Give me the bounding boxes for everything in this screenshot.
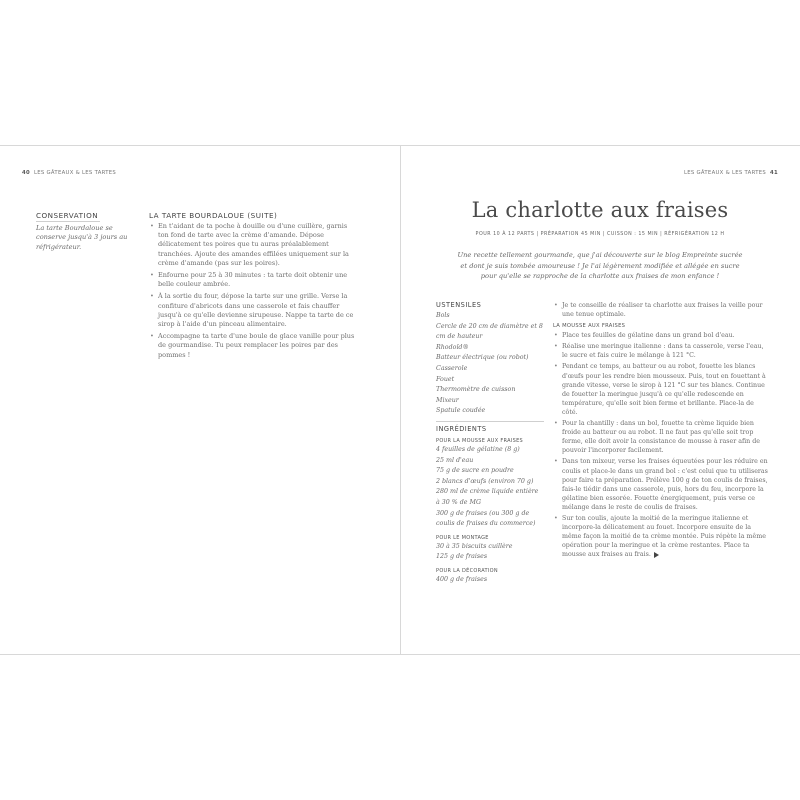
step-item: • Dans ton mixeur, verse les fraises équeutées pour les réduire en coulis et place-le dans un grand bol : c'est celui que tu utiliseras pour faire ta préparation. Prélève 100 g de ton coulis de fraises, fais-le tiédir dans une casserole, puis, hors du feu, incorpore la gélatine bien essorée. Fouette énergiquement, puis verse ce mélange dans le reste de coulis de fraises. (553, 457, 768, 512)
recipe-title: La charlotte aux fraises (471, 198, 729, 222)
recipe-meta: POUR 10 À 12 PARTS | PRÉPARATION 45 MIN | CUISSON : 15 MIN | RÉFRIGÉRATION 12 H (475, 232, 725, 237)
ingredients-title: INGRÉDIENTS (436, 421, 544, 433)
ustensiles-title: USTENSILES (436, 301, 482, 309)
step-item-last (553, 514, 768, 559)
step-item: • Place tes feuilles de gélatine dans un grand bol d'eau. (553, 331, 768, 340)
step-item: • Enfourne pour 25 à 30 minutes : ta tarte doit obtenir une belle couleur ambrée. (149, 271, 359, 289)
conservation-box (36, 211, 136, 252)
step-item: • Accompagne ta tarte d'une boule de glace vanille pour plus de gourmandise. Tu peux remplacer les poires par des pommes ! (149, 332, 359, 360)
right-running-head-text: LES GÂTEAUX & LES TARTES (683, 170, 767, 176)
ustensile-item: Spatule coudée (436, 407, 486, 415)
ingredient-item: 4 feuilles de gélatine (8 g) (436, 445, 520, 453)
step-item: • En t'aidant de ta poche à douille ou d'une cuillère, garnis ton fond de tarte avec la crème d'amande. Dépose délicatement tes poires que tu auras préalablement tranchées. Ajoute des amandes effilées uniquement sur la crème d'amande (pas sur les poires). (149, 222, 359, 268)
conservation-text: La tarte Bourdaloue se conserve jusqu'à 3 jours au réfrigérateur. (36, 224, 128, 251)
step-item: • À la sortie du four, dépose la tarte sur une grille. Verse la confiture d'abricots dans une casserole et fais chauffer jusqu'à ce qu'elle devienne sirupeuse. Nappe ta tarte de ce sirop à l'aide d'un pinceau alimentaire. (149, 292, 359, 329)
right-running-head (684, 170, 778, 176)
mousse-steps-list (553, 331, 768, 559)
left-folio: 40 (22, 170, 30, 176)
ustensile-item: Bols (436, 312, 450, 319)
ustensile-item: Fouet (436, 375, 455, 383)
ingredient-item: 25 ml d'eau (436, 456, 474, 464)
ingredient-item: 300 g de fraises (ou 300 g de coulis de fraises du commerce) (436, 509, 536, 528)
ustensile-item: Thermomètre de cuisson (436, 386, 516, 394)
ingredient-item: 75 g de sucre en poudre (436, 467, 514, 475)
step-item: • Réalise une meringue italienne : dans ta casserole, verse l'eau, le sucre et fais cuire le mélange à 121 °C. (553, 342, 768, 360)
recipe-intro: Une recette tellement gourmande, que j'ai découverte sur le blog Empreinte sucrée et dont je suis tombée amoureuse ! Je l'ai légèrement modifiée et allégée en sucre pour qu'elle se rapproche de la charlotte aux fraises de mon enfance ! (457, 251, 743, 281)
ustensile-item: Casserole (436, 364, 468, 372)
step-item: • Pour la chantilly : dans un bol, fouette ta crème liquide bien froide au batteur ou au robot. Il ne faut pas qu'elle soit trop ferme, elle doit avoir la consistance de mousse à raser afin de pouvoir l'incorporer facilement. (553, 419, 768, 455)
ingredient-group-title: POUR LA DÉCORATION (436, 567, 498, 574)
ustensile-item: Rhodoïd® (436, 343, 469, 351)
advice-list (553, 301, 768, 319)
right-folio: 41 (770, 170, 778, 176)
book-spread (0, 145, 800, 655)
conservation-title: CONSERVATION (36, 211, 99, 220)
advice-text: • Je te conseille de réaliser ta charlotte aux fraises la veille pour une tenue optimale. (553, 301, 768, 319)
ingredient-item: 2 blancs d'œufs (environ 70 g) (436, 477, 534, 485)
recipe-sidebar (436, 301, 544, 585)
step-text: Sur ton coulis, ajoute la moitié de la meringue italienne et incorpore-la délicatement au fouet. Incorpore ensuite de la même façon la moitié de ta crème montée. Puis répète la même opération pour la meringue et la crème restantes. Place ta mousse aux fraises au frais. (562, 514, 766, 559)
ustensile-item: Batteur électrique (ou robot) (436, 354, 529, 362)
tarte-bourdaloue-title: LA TARTE BOURDALOUE (SUITE) (149, 211, 278, 220)
ustensile-item: Cercle de 20 cm de diamètre et 8 cm de hauteur (436, 322, 543, 341)
mousse-section-title: LA MOUSSE AUX FRAISES (553, 323, 626, 330)
ingredient-group-title: POUR LA MOUSSE AUX FRAISES (436, 437, 524, 444)
continue-arrow-icon (654, 552, 659, 558)
ingredient-item: 400 g de fraises (436, 575, 488, 583)
tarte-steps-list (149, 222, 359, 360)
recipe-instructions (553, 301, 768, 561)
left-running-head-text: LES GÂTEAUX & LES TARTES (33, 170, 117, 176)
page-gutter (400, 146, 401, 654)
ingredient-item: 125 g de fraises (436, 553, 488, 561)
step-item: • Pendant ce temps, au batteur ou au robot, fouette les blancs d'œufs pour les rendre bien mousseux. Puis, tout en fouettant à grande vitesse, verse le sirop à 121 °C sur tes blancs. Continue de fouetter la meringue jusqu'à ce qu'elle redescende en température, qu'elle soit bien ferme et brillante. Place-la de côté. (553, 362, 768, 417)
tarte-bourdaloue-section (149, 211, 359, 363)
ingredient-group-title: POUR LE MONTAGE (436, 534, 489, 541)
ingredient-item: 30 à 35 biscuits cuillère (436, 542, 513, 550)
left-running-head (22, 170, 116, 176)
ingredient-item: 280 ml de crème liquide entière à 30 % de MG (436, 488, 539, 506)
ustensile-item: Mixeur (436, 396, 459, 404)
